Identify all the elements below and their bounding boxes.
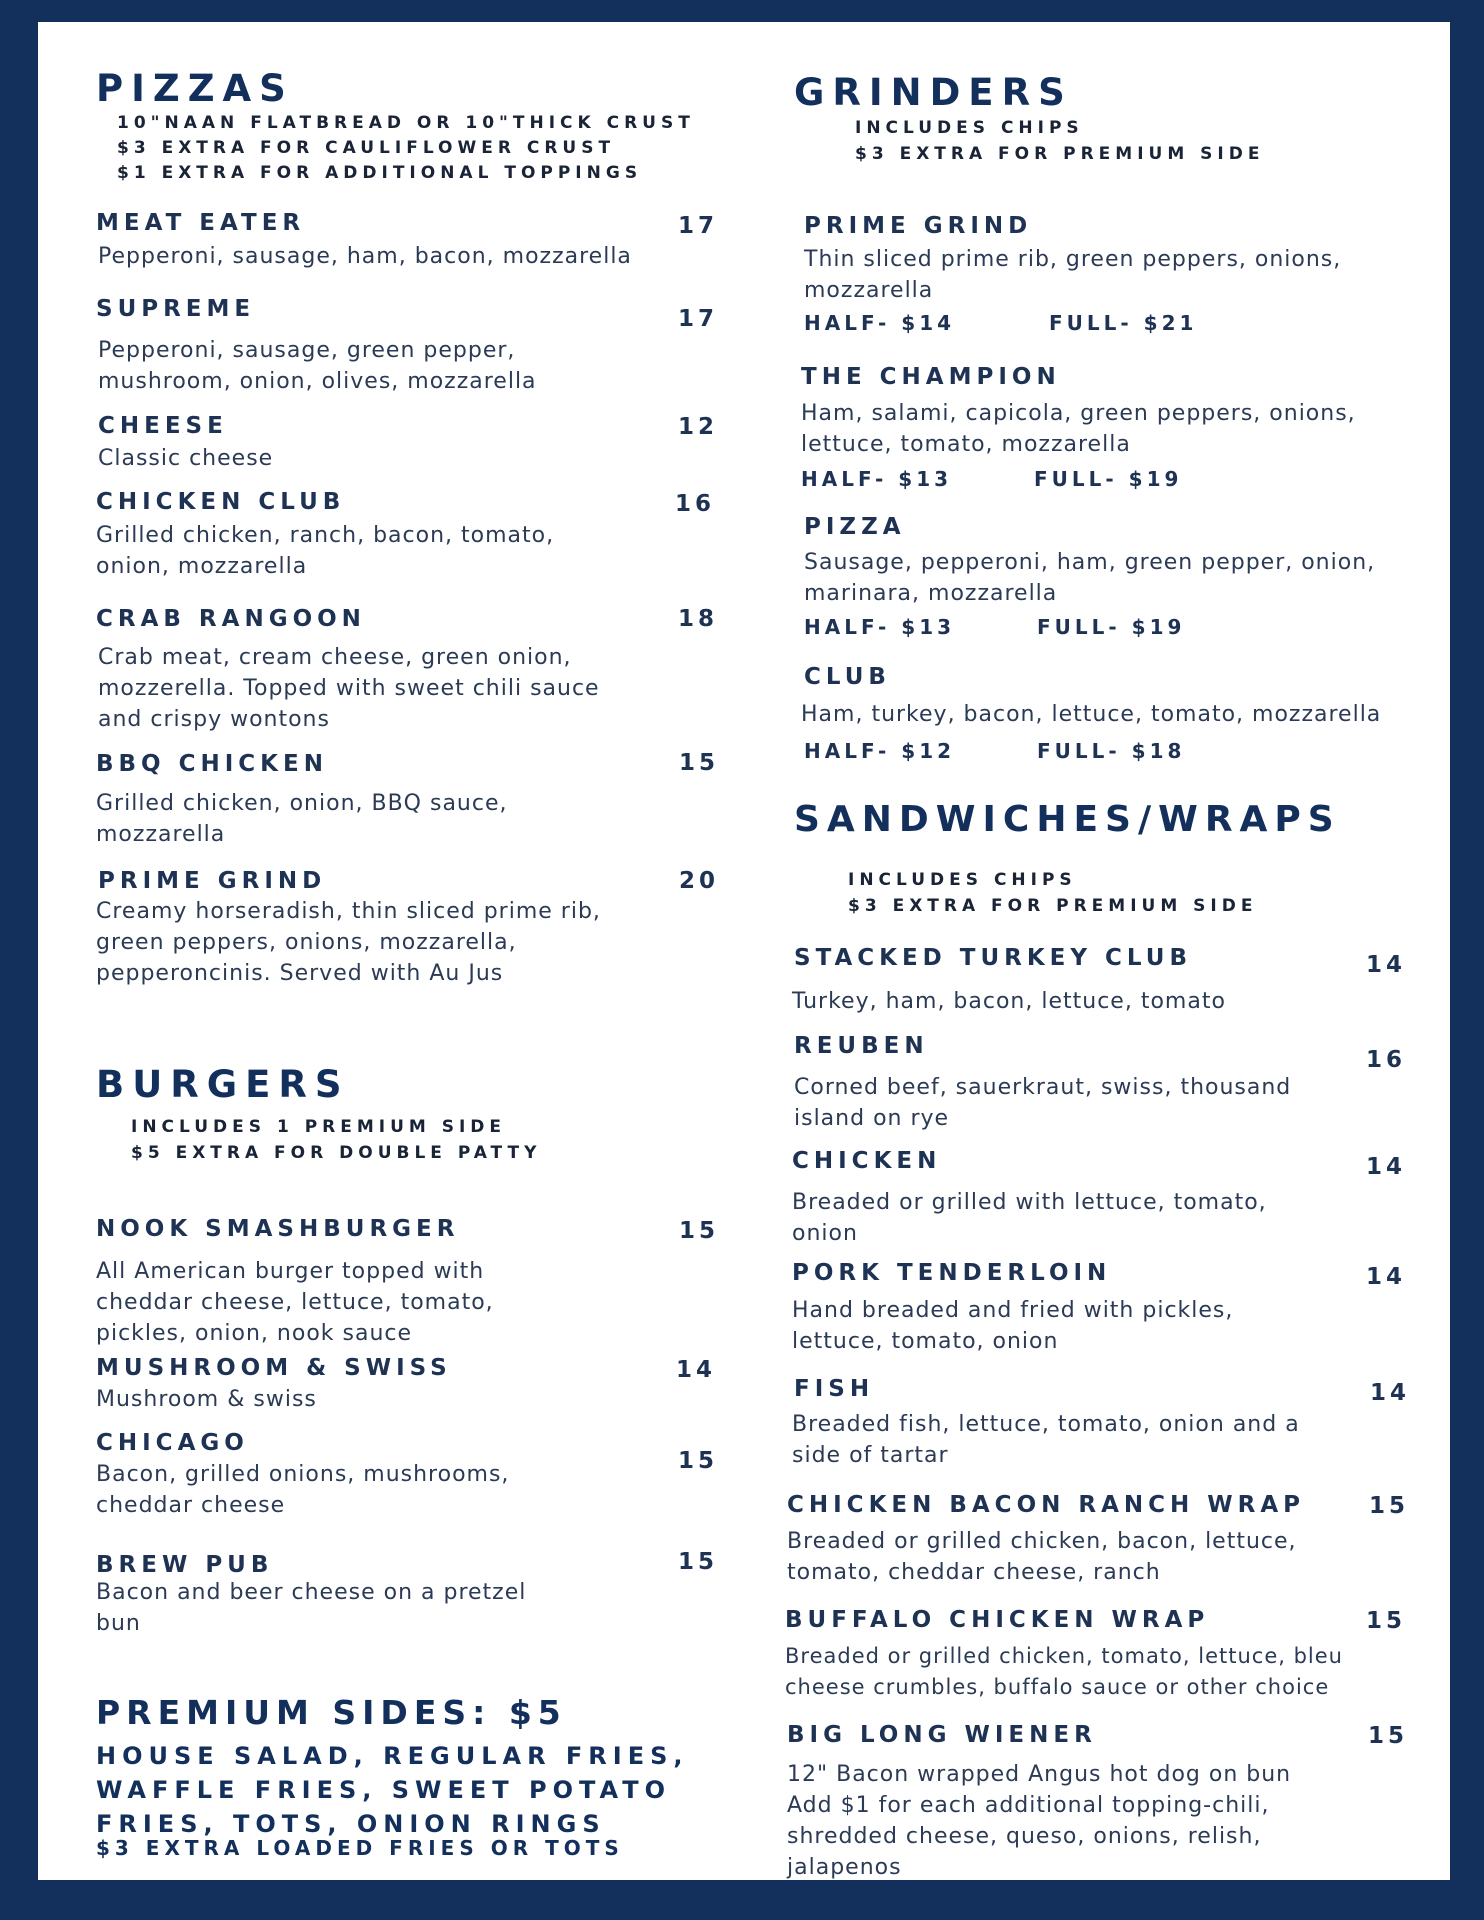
grinder-item-name: PRIME GRIND: [804, 213, 1033, 239]
sandwich-item-price: 14: [1366, 1154, 1407, 1180]
grinder-item-desc: Sausage, pepperoni, ham, green pepper, onion, marinara, mozzarella: [804, 550, 1376, 606]
pizzas-note: 10"NAAN FLATBREAD OR 10"THICK CRUST: [117, 113, 695, 133]
pizza-item-price: 16: [675, 491, 716, 517]
burger-item-price: 15: [679, 1218, 720, 1244]
sandwich-item-price: 15: [1368, 1723, 1409, 1749]
sandwich-item-desc: Turkey, ham, bacon, lettuce, tomato: [792, 989, 1226, 1014]
sandwich-item-name: PORK TENDERLOIN: [792, 1260, 1112, 1286]
premium-sides-list: [96, 1739, 689, 1841]
burger-item-name: CHICAGO: [96, 1430, 249, 1456]
grinders-note: $3 EXTRA FOR PREMIUM SIDE: [855, 144, 1265, 164]
pizza-item-name: CRAB RANGOON: [96, 606, 366, 632]
burger-item-price: 14: [676, 1357, 717, 1383]
sandwiches-heading: SANDWICHES/WRAPS: [794, 799, 1341, 840]
sandwich-item-name: BIG LONG WIENER: [787, 1722, 1097, 1748]
pizza-item-name: CHICKEN CLUB: [96, 489, 346, 515]
burgers-notes: [131, 1114, 541, 1166]
burger-item-name: NOOK SMASHBURGER: [96, 1216, 460, 1242]
sandwich-item-price: 14: [1366, 952, 1407, 978]
grinder-half-price: HALF- $13: [801, 467, 953, 491]
sandwich-item-desc: Hand breaded and fried with pickles, lettuce, tomato, onion: [792, 1298, 1234, 1354]
grinders-heading: GRINDERS: [794, 71, 1073, 114]
sandwiches-note: INCLUDES CHIPS: [848, 870, 1077, 890]
menu-page: [38, 22, 1450, 1880]
grinder-item-name: CLUB: [804, 664, 891, 690]
grinder-half-price: HALF- $13: [804, 615, 956, 639]
sandwich-item-price: 15: [1369, 1493, 1410, 1519]
sandwich-item-name: STACKED TURKEY CLUB: [794, 945, 1192, 971]
sandwich-item-name: REUBEN: [794, 1033, 929, 1059]
sandwich-item-name: CHICKEN: [792, 1148, 942, 1174]
pizza-item-desc: Pepperoni, sausage, green pepper, mushroom, onion, olives, mozzarella: [98, 338, 537, 394]
pizza-item-name: SUPREME: [96, 296, 256, 322]
burger-item-desc: All American burger topped with cheddar cheese, lettuce, tomato, pickles, onion, nook sauce: [96, 1259, 494, 1346]
pizza-item-price: 18: [678, 606, 719, 632]
pizza-item-name: MEAT EATER: [96, 210, 306, 236]
grinder-full-price: FULL- $18: [1037, 739, 1186, 763]
premium-sides-line: WAFFLE FRIES, SWEET POTATO: [96, 1776, 672, 1804]
pizza-item-desc: Classic cheese: [98, 446, 274, 471]
grinders-notes: [855, 115, 1264, 167]
sandwich-item-price: 16: [1366, 1047, 1407, 1073]
sandwich-item-desc: Breaded or grilled with lettuce, tomato, onion: [792, 1190, 1267, 1246]
premium-sides-heading: PREMIUM SIDES: $5: [96, 1693, 567, 1732]
sandwich-item-name: CHICKEN BACON RANCH WRAP: [787, 1492, 1306, 1518]
burger-item-name: MUSHROOM & SWISS: [96, 1355, 452, 1381]
pizza-item-price: 20: [679, 868, 720, 894]
sandwich-item-desc: 12" Bacon wrapped Angus hot dog on bun Add $1 for each additional topping-chili, shredded cheese, queso, onions, relish, jalapenos: [787, 1762, 1292, 1880]
pizza-item-price: 17: [678, 213, 719, 239]
burgers-note: $5 EXTRA FOR DOUBLE PATTY: [131, 1143, 542, 1163]
sandwich-item-price: 15: [1366, 1608, 1407, 1634]
pizzas-note: $3 EXTRA FOR CAULIFLOWER CRUST: [117, 138, 616, 158]
pizza-item-name: BBQ CHICKEN: [96, 751, 328, 777]
pizza-item-price: 12: [678, 414, 719, 440]
grinder-item-name: THE CHAMPION: [801, 364, 1061, 390]
burger-item-price: 15: [678, 1549, 719, 1575]
pizza-item-price: 17: [678, 306, 719, 332]
pizzas-notes: [117, 111, 695, 186]
grinder-full-price: FULL- $19: [1034, 467, 1183, 491]
sandwiches-note: $3 EXTRA FOR PREMIUM SIDE: [848, 896, 1258, 916]
sandwich-item-desc: Breaded fish, lettuce, tomato, onion and a side of tartar: [792, 1412, 1300, 1468]
pizza-item-desc: Crab meat, cream cheese, green onion, mozzerella. Topped with sweet chili sauce and crispy wontons: [98, 645, 600, 732]
sandwiches-notes: [848, 867, 1257, 919]
burger-item-desc: Mushroom & swiss: [96, 1387, 317, 1412]
premium-sides-note: $3 EXTRA LOADED FRIES OR TOTS: [96, 1836, 624, 1860]
grinder-item-desc: Ham, turkey, bacon, lettuce, tomato, mozzarella: [801, 702, 1382, 727]
grinder-half-price: HALF- $12: [804, 739, 956, 763]
burgers-note: INCLUDES 1 PREMIUM SIDE: [131, 1117, 507, 1137]
grinder-item-desc: Ham, salami, capicola, green peppers, onions, lettuce, tomato, mozzarella: [801, 401, 1356, 457]
burger-item-name: BREW PUB: [96, 1552, 274, 1578]
pizza-item-desc: Grilled chicken, ranch, bacon, tomato, onion, mozzarella: [96, 523, 555, 579]
sandwich-item-desc: Corned beef, sauerkraut, swiss, thousand island on rye: [794, 1075, 1292, 1131]
sandwich-item-desc: Breaded or grilled chicken, bacon, lettuce, tomato, cheddar cheese, ranch: [787, 1529, 1297, 1585]
grinder-full-price: FULL- $21: [1049, 311, 1198, 335]
sandwich-item-desc: Breaded or grilled chicken, tomato, lettuce, bleu cheese crumbles, buffalo sauce or other choice: [785, 1644, 1343, 1699]
grinder-item-name: PIZZA: [804, 514, 906, 540]
pizzas-note: $1 EXTRA FOR ADDITIONAL TOPPINGS: [117, 163, 643, 183]
pizza-item-desc: Pepperoni, sausage, ham, bacon, mozzarella: [98, 244, 632, 269]
sandwich-item-price: 14: [1370, 1380, 1411, 1406]
pizza-item-desc: Creamy horseradish, thin sliced prime rib, green peppers, onions, mozzarella, pepperoncinis. Served with Au Jus: [96, 899, 601, 986]
pizza-item-name: CHEESE: [98, 413, 228, 439]
pizza-item-name: PRIME GRIND: [98, 868, 327, 894]
grinders-note: INCLUDES CHIPS: [855, 118, 1084, 138]
sandwich-item-name: FISH: [794, 1376, 875, 1402]
burger-item-price: 15: [678, 1448, 719, 1474]
sandwich-item-price: 14: [1366, 1264, 1407, 1290]
pizzas-heading: PIZZAS: [96, 67, 294, 110]
grinder-item-desc: Thin sliced prime rib, green peppers, onions, mozzarella: [804, 247, 1342, 303]
burger-item-desc: Bacon, grilled onions, mushrooms, cheddar cheese: [96, 1462, 510, 1518]
grinder-half-price: HALF- $14: [804, 311, 956, 335]
premium-sides-line: FRIES, TOTS, ONION RINGS: [96, 1810, 606, 1838]
pizza-item-desc: Grilled chicken, onion, BBQ sauce, mozzarella: [96, 791, 508, 847]
burgers-heading: BURGERS: [96, 1063, 350, 1106]
premium-sides-line: HOUSE SALAD, REGULAR FRIES,: [96, 1742, 689, 1770]
burger-item-desc: Bacon and beer cheese on a pretzel bun: [96, 1580, 527, 1636]
grinder-full-price: FULL- $19: [1037, 615, 1186, 639]
sandwich-item-name: BUFFALO CHICKEN WRAP: [785, 1607, 1210, 1633]
pizza-item-price: 15: [679, 750, 720, 776]
